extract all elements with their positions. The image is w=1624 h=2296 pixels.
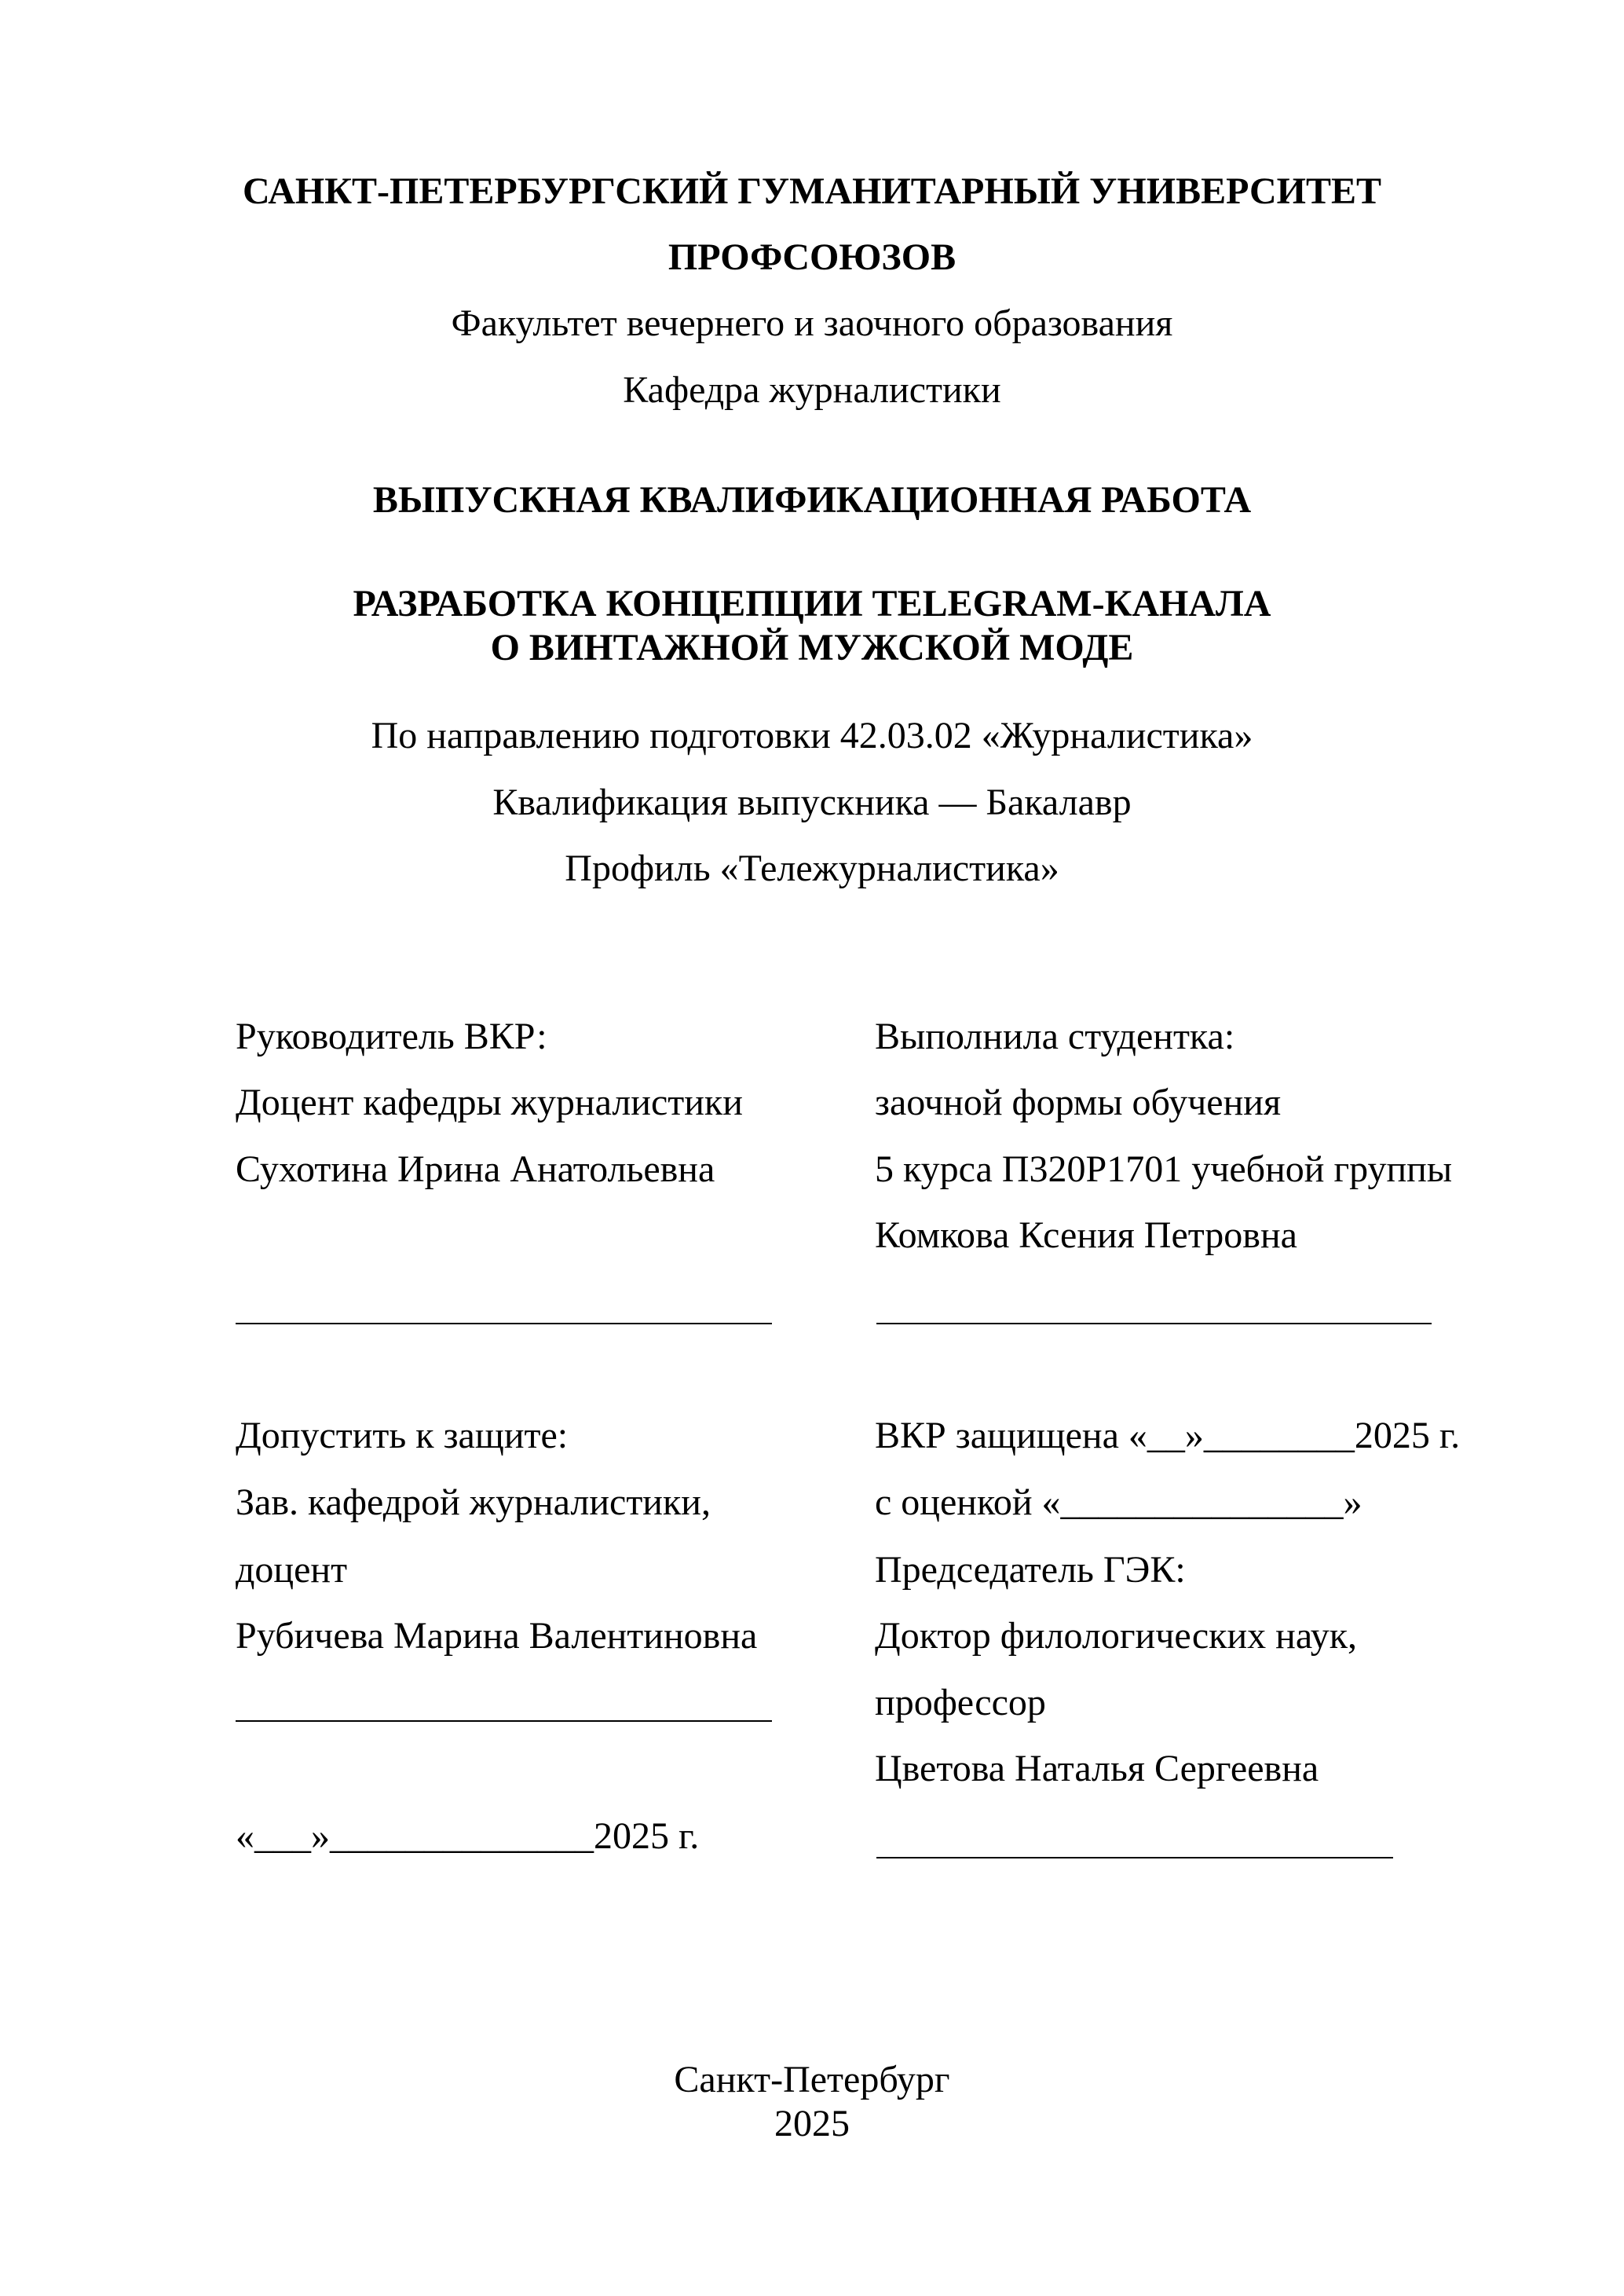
defense-grade: с оценкой «_______________» <box>875 1481 1362 1523</box>
thesis-title-line1: РАЗРАБОТКА КОНЦЕПЦИИ TELEGRAM-КАНАЛА <box>353 583 1271 624</box>
university-name-line2: ПРОФСОЮЗОВ <box>668 236 956 278</box>
qualification: Квалификация выпускника — Бакалавр <box>492 782 1132 823</box>
admission-position-line2: доцент <box>236 1549 348 1591</box>
student-study-form: заочной формы обучения <box>875 1082 1282 1123</box>
supervisor-position: Доцент кафедры журналистики <box>236 1082 743 1123</box>
gek-chair-label: Председатель ГЭК: <box>875 1549 1186 1591</box>
study-direction: По направлению подготовки 42.03.02 «Журналистика» <box>371 715 1253 756</box>
admission-label: Допустить к защите: <box>236 1415 569 1456</box>
faculty: Факультет вечернего и заочного образования <box>451 302 1173 344</box>
footer-city: Санкт-Петербург <box>674 2059 950 2100</box>
admission-date: «___»______________2025 г. <box>236 1815 700 1857</box>
thesis-title-line2: О ВИНТАЖНОЙ МУЖСКОЙ МОДЕ <box>490 627 1134 668</box>
defense-date: ВКР защищена «__»________2025 г. <box>875 1415 1461 1456</box>
profile: Профиль «Тележурналистика» <box>565 848 1059 889</box>
admission-head-name: Рубичева Марина Валентиновна <box>236 1615 758 1657</box>
department: Кафедра журналистики <box>623 369 1001 411</box>
supervisor-label: Руководитель ВКР: <box>236 1016 547 1057</box>
university-name-line1: САНКТ-ПЕТЕРБУРГСКИЙ ГУМАНИТАРНЫЙ УНИВЕРСИТЕТ <box>242 170 1382 212</box>
student-signature-line <box>876 1323 1432 1324</box>
supervisor-name: Сухотина Ирина Анатольевна <box>236 1148 715 1190</box>
student-name: Комкова Ксения Петровна <box>875 1214 1297 1256</box>
gek-chair-title: профессор <box>875 1682 1046 1723</box>
footer-year: 2025 <box>774 2103 850 2144</box>
gek-chair-name: Цветова Наталья Сергеевна <box>875 1748 1319 1789</box>
student-group: 5 курса П320Р1701 учебной группы <box>875 1148 1453 1190</box>
work-type: ВЫПУСКНАЯ КВАЛИФИКАЦИОННАЯ РАБОТА <box>372 479 1252 521</box>
admission-position-line1: Зав. кафедрой журналистики, <box>236 1481 711 1523</box>
gek-chair-degree: Доктор филологических наук, <box>875 1615 1358 1657</box>
supervisor-signature-line <box>236 1323 772 1324</box>
student-label: Выполнила студентка: <box>875 1016 1235 1057</box>
gek-chair-signature-line <box>876 1857 1393 1858</box>
admission-signature-line <box>236 1720 772 1722</box>
